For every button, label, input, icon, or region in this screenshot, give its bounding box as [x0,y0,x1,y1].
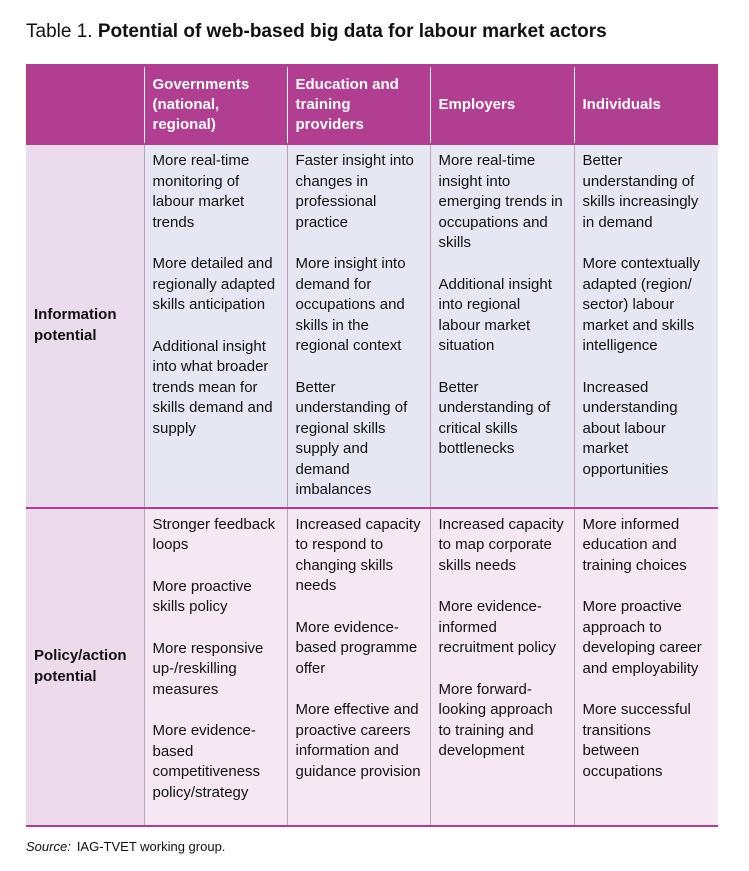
table-cell [144,144,287,508]
header-individuals: Individuals [574,66,718,145]
cell-item: More detailed and regionally adapted skills anticipation [152,255,276,313]
table-cell [574,144,718,508]
cell-item: More proactive approach to developing career and employability [582,598,702,677]
cell-item: More effective and proactive careers information and guidance provision [295,701,421,780]
cell-item: More contextually adapted (region/ sector) labour market and skills intelligence [582,255,701,354]
table-row [26,144,718,508]
table-cell [144,508,287,826]
cell-item: More proactive skills policy [152,577,252,615]
cell-item: More successful transitions between occupations [582,701,691,780]
cell-item: More evidence-informed recruitment policy [438,598,557,656]
cell-item: Increased capacity to respond to changing skills needs [295,515,421,594]
table-title [26,21,607,43]
cell-item: More informed education and training choices [582,515,687,574]
table-cell [287,508,430,826]
header-row [26,66,718,145]
row-header: Policy/action potential [26,508,144,826]
table-title-text: Potential of web-based big data for labour market actors [97,21,607,42]
cell-item: Increased capacity to map corporate skills needs [438,515,564,574]
source-text: IAG-TVET working group. [76,839,226,854]
cell-item: Faster insight into changes in professional practice [295,152,414,231]
table-cell [287,144,430,508]
cell-item: More evidence-based programme offer [295,618,418,677]
cell-item: Better understanding of critical skills bottlenecks [438,378,551,457]
data-table [26,64,718,827]
table-row [26,508,718,826]
table-cell [430,508,574,826]
cell-item: More real-time insight into emerging trends in occupations and skills [438,152,563,251]
cell-item: More insight into demand for occupations and skills in the regional context [295,255,406,354]
cell-item: Better understanding of skills increasingly in demand [582,152,699,231]
cell-item: Increased understanding about labour market opportunities [582,378,678,478]
cell-item: More responsive up-/reskilling measures [152,639,264,698]
cell-item: Additional insight into what broader trends mean for skills demand and supply [152,337,273,437]
table-number: Table 1. [26,21,93,42]
cell-item: More forward-looking approach to training and development [438,680,553,759]
header-employers: Employers [430,66,574,145]
table-cell [430,144,574,508]
source-label: Source: [26,839,71,854]
cell-item: More real-time monitoring of labour market trends [152,152,250,231]
source-note [26,839,225,854]
cell-item: More evidence-based competitiveness policy/strategy [152,722,261,801]
cell-item: Better understanding of regional skills supply and demand imbalances [295,378,408,498]
header-corner [26,66,144,145]
row-header: Information potential [26,144,144,508]
cell-item: Additional insight into regional labour market situation [438,275,552,354]
header-education-providers: Education and training providers [287,66,430,145]
table-cell [574,508,718,826]
cell-item: Stronger feedback loops [152,515,276,553]
header-governments: Governments (national, regional) [144,66,287,145]
